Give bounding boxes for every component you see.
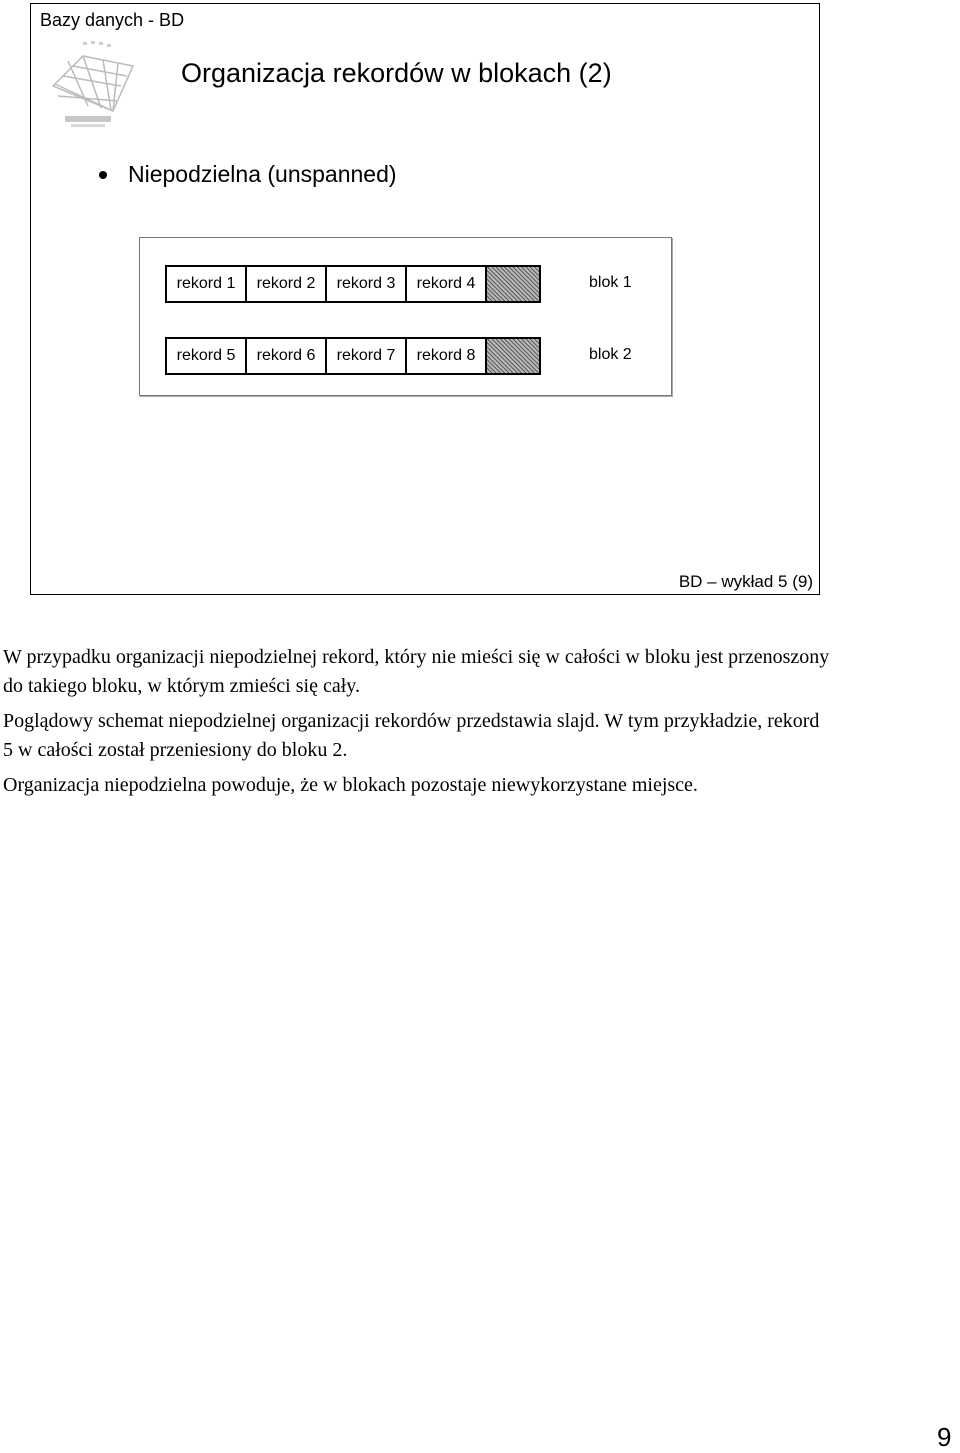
block-1: [165, 265, 541, 303]
notes-paragraph: W przypadku organizacji niepodzielnej rekord, który nie mieści się w całości w bloku jest przenoszony do takiego bloku, w którym zmieści się cały.: [3, 646, 830, 697]
record-8: rekord 8: [405, 337, 485, 375]
slide: [30, 3, 820, 595]
bullet-item: [99, 161, 397, 188]
record-1: rekord 1: [165, 265, 245, 303]
notes-paragraph: Poglądowy schemat niepodzielnej organizacji rekordów przedstawia slajd. W tym przykładzie, rekord 5 w całości został przeniesiony do bloku 2.: [3, 710, 820, 761]
record-5: rekord 5: [165, 337, 245, 375]
unused-space: [485, 265, 541, 303]
page-number: 9: [937, 1422, 952, 1452]
block-2-label: blok 2: [589, 346, 632, 363]
university-logo-icon: [43, 36, 143, 132]
record-2: rekord 2: [245, 265, 325, 303]
block-2: [165, 337, 541, 375]
record-4: rekord 4: [405, 265, 485, 303]
slide-title: Organizacja rekordów w blokach (2): [181, 58, 612, 88]
blocks-diagram: [139, 237, 672, 396]
lecture-notes: [3, 643, 833, 806]
unused-space: [485, 337, 541, 375]
slide-footer: BD – wykład 5 (9): [678, 572, 813, 591]
bullet-text: Niepodzielna (unspanned): [128, 161, 397, 187]
notes-paragraph: Organizacja niepodzielna powoduje, że w blokach pozostaje niewykorzystane miejsce.: [3, 774, 698, 796]
record-7: rekord 7: [325, 337, 405, 375]
record-6: rekord 6: [245, 337, 325, 375]
bullet-icon: [99, 171, 107, 179]
block-1-label: blok 1: [589, 274, 632, 291]
slide-header: Bazy danych - BD: [40, 10, 185, 30]
record-3: rekord 3: [325, 265, 405, 303]
